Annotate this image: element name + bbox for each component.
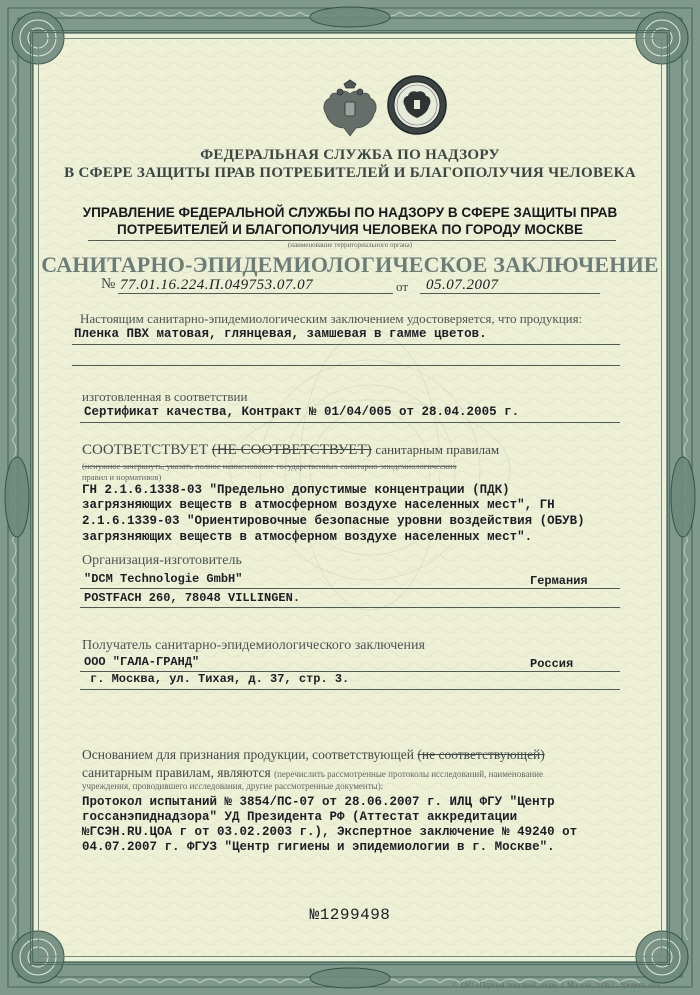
compliance-norm-line1: ГН 2.1.6.1338-03 "Предельно допустимые концентрации (ПДК) — [82, 483, 510, 497]
basis-line1 — [82, 747, 545, 763]
manufacturer-name: "DCM Technologie GmbH" — [84, 572, 243, 586]
number-sign: № — [101, 276, 116, 292]
certificate-date: 05.07.2007 — [426, 277, 499, 293]
document-title: САНИТАРНО-ЭПИДЕМИОЛОГИЧЕСКОЕ ЗАКЛЮЧЕНИЕ — [41, 252, 659, 277]
manufactured-label: изготовленная в соответствии — [82, 389, 248, 404]
product-label: Настоящим санитарно-эпидемиологическим заключением удостоверяется, что продукция: — [80, 311, 583, 326]
product-value: Пленка ПВХ матовая, глянцевая, замшевая в гамме цветов. — [74, 327, 487, 341]
manufactured-value: Сертификат качества, Контракт № 01/04/005 от 28.04.2005 г. — [84, 405, 520, 419]
rules-label: санитарным правилам — [375, 442, 500, 457]
basis-line2 — [82, 765, 543, 781]
product-underline-1 — [72, 344, 620, 345]
recipient-underline-2 — [80, 689, 620, 690]
certificate-number: 77.01.16.224.П.049753.07.07 — [120, 277, 314, 293]
manufacturer-underline-1 — [80, 588, 620, 589]
product-underline-2 — [72, 365, 620, 366]
number-from-label: от — [396, 279, 409, 294]
serial-number: №1299498 — [309, 906, 391, 924]
compliance-norm-line4: загрязняющих веществ в атмосферном воздухе населенных мест". — [82, 530, 533, 544]
manufacturer-address: POSTFACH 260, 78048 VILLINGEN. — [84, 591, 301, 605]
basis-doc-line1: Протокол испытаний № 3854/ПС-07 от 28.06.2007 г. ИЛЦ ФГУ "Центр — [82, 795, 555, 809]
agency-title-line2: В СФЕРЕ ЗАЩИТЫ ПРАВ ПОТРЕБИТЕЛЕЙ И БЛАГОПОЛУЧИЯ ЧЕЛОВЕКА — [64, 165, 636, 181]
basis-label-line2-start: санитарным правилам, являются — [82, 765, 271, 780]
recipient-address: г. Москва, ул. Тихая, д. 37, стр. 3. — [90, 672, 350, 686]
basis-doc-line3: №ГСЭН.RU.ЦОА г от 03.02.2003 г.), Экспертное заключение № 49240 от — [82, 825, 578, 839]
department-line1: УПРАВЛЕНИЕ ФЕДЕРАЛЬНОЙ СЛУЖБЫ ПО НАДЗОРУ В СФЕРЕ ЗАЩИТЫ ПРАВ — [82, 205, 618, 220]
compliance-line — [82, 442, 499, 459]
manufactured-underline — [80, 422, 620, 423]
number-underline — [118, 293, 393, 294]
recipient-label: Получатель санитарно-эпидемиологического заключения — [82, 638, 425, 653]
department-hint: (наименование территориального органа) — [287, 241, 413, 249]
corresponds-label: СООТВЕТСТВУЕТ — [82, 442, 209, 458]
basis-hint-line2: (перечислить рассмотренные протоколы исследований, наименование — [274, 769, 543, 779]
compliance-hint-line2: правил и нормативов) — [82, 472, 162, 482]
basis-hint-line3: учреждения, проводившего исследования, другие рассмотренные документы): — [82, 781, 384, 791]
double-headed-eagle-icon — [318, 78, 382, 142]
compliance-norm-line2: загрязняющих веществ в атмосферном воздухе населенных мест", ГН — [82, 498, 555, 512]
recipient-country: Россия — [530, 657, 574, 671]
compliance-norm-line3: 2.1.6.1339-03 "Ориентировочные безопасные уровни воздействия (ОБУВ) — [82, 514, 585, 528]
basis-doc-line4: 04.07.2007 г. ФГУЗ "Центр гигиены и эпидемиологии в г. Москве". — [82, 840, 555, 854]
date-underline — [420, 293, 600, 294]
not-corresponds-label: (НЕ СООТВЕТСТВУЕТ) — [211, 442, 372, 458]
manufacturer-underline-2 — [80, 607, 620, 608]
compliance-hint-line1: (ненужное зачеркнуть, указать полное наименование государственных санитарно-эпидемиологических — [82, 461, 457, 471]
basis-doc-line2: госсанэпиднадзора" УД Президента РФ (Аттестат аккредитации — [82, 810, 518, 824]
basis-label-strike: (не соответствующей) — [417, 747, 545, 762]
agency-title-line1: ФЕДЕРАЛЬНАЯ СЛУЖБА ПО НАДЗОРУ — [200, 147, 500, 163]
basis-label-start: Основанием для признания продукции, соответствующей — [82, 747, 414, 762]
manufacturer-country: Германия — [530, 574, 588, 588]
department-line2: ПОТРЕБИТЕЛЕЙ И БЛАГОПОЛУЧИЯ ЧЕЛОВЕКА ПО ГОРОДУ МОСКВЕ — [117, 222, 583, 237]
round-seal-eagle-icon — [386, 74, 448, 136]
manufacturer-label: Организация-изготовитель — [82, 553, 242, 568]
recipient-name: ООО "ГАЛА-ГРАНД" — [84, 655, 200, 669]
printer-note: © ЗАО «Первый печатный двор», г. Москва, 2006 г., Уровень «В» — [452, 980, 661, 989]
